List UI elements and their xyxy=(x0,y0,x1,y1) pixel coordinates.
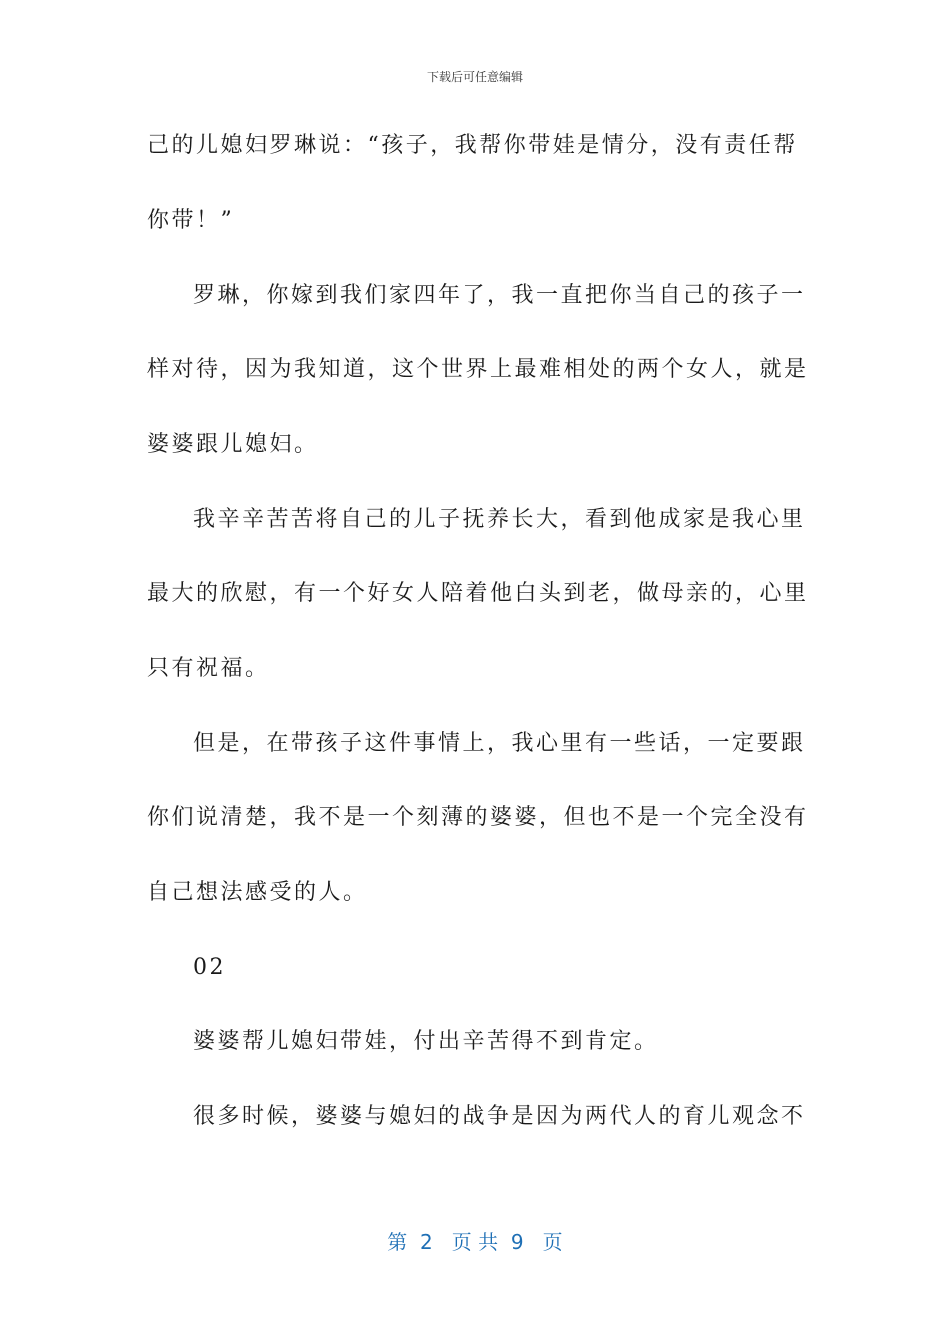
text-line: 我辛辛苦苦将自己的儿子抚养长大，看到他成家是我心里 xyxy=(193,507,806,532)
text-line: 婆婆帮儿媳妇带娃，付出辛苦得不到肯定。 xyxy=(193,1029,659,1054)
text-line: 你带！” xyxy=(147,208,235,233)
text-line: 你们说清楚，我不是一个刻薄的婆婆，但也不是一个完全没有 xyxy=(147,805,809,830)
section-number: 02 xyxy=(193,955,226,980)
text-line: 很多时候，婆婆与媳妇的战争是因为两代人的育儿观念不 xyxy=(193,1104,806,1129)
page-number-footer: 第 2 页 共 9 页 xyxy=(387,1230,563,1254)
text-line: 最大的欣慰，有一个好女人陪着他白头到老，做母亲的，心里 xyxy=(147,581,809,606)
text-line: 自己想法感受的人。 xyxy=(147,880,368,905)
text-line: 罗琳，你嫁到我们家四年了，我一直把你当自己的孩子一 xyxy=(193,283,806,308)
page-header-note: 下载后可任意编辑 xyxy=(426,70,523,84)
text-line: 样对待，因为我知道，这个世界上最难相处的两个女人，就是 xyxy=(147,357,809,382)
text-line: 只有祝福。 xyxy=(147,656,270,681)
text-line: 但是，在带孩子这件事情上，我心里有一些话，一定要跟 xyxy=(193,731,806,756)
text-line: 己的儿媳妇罗琳说：“孩子，我帮你带娃是情分，没有责任帮 xyxy=(147,133,798,158)
text-line: 婆婆跟儿媳妇。 xyxy=(147,432,319,457)
